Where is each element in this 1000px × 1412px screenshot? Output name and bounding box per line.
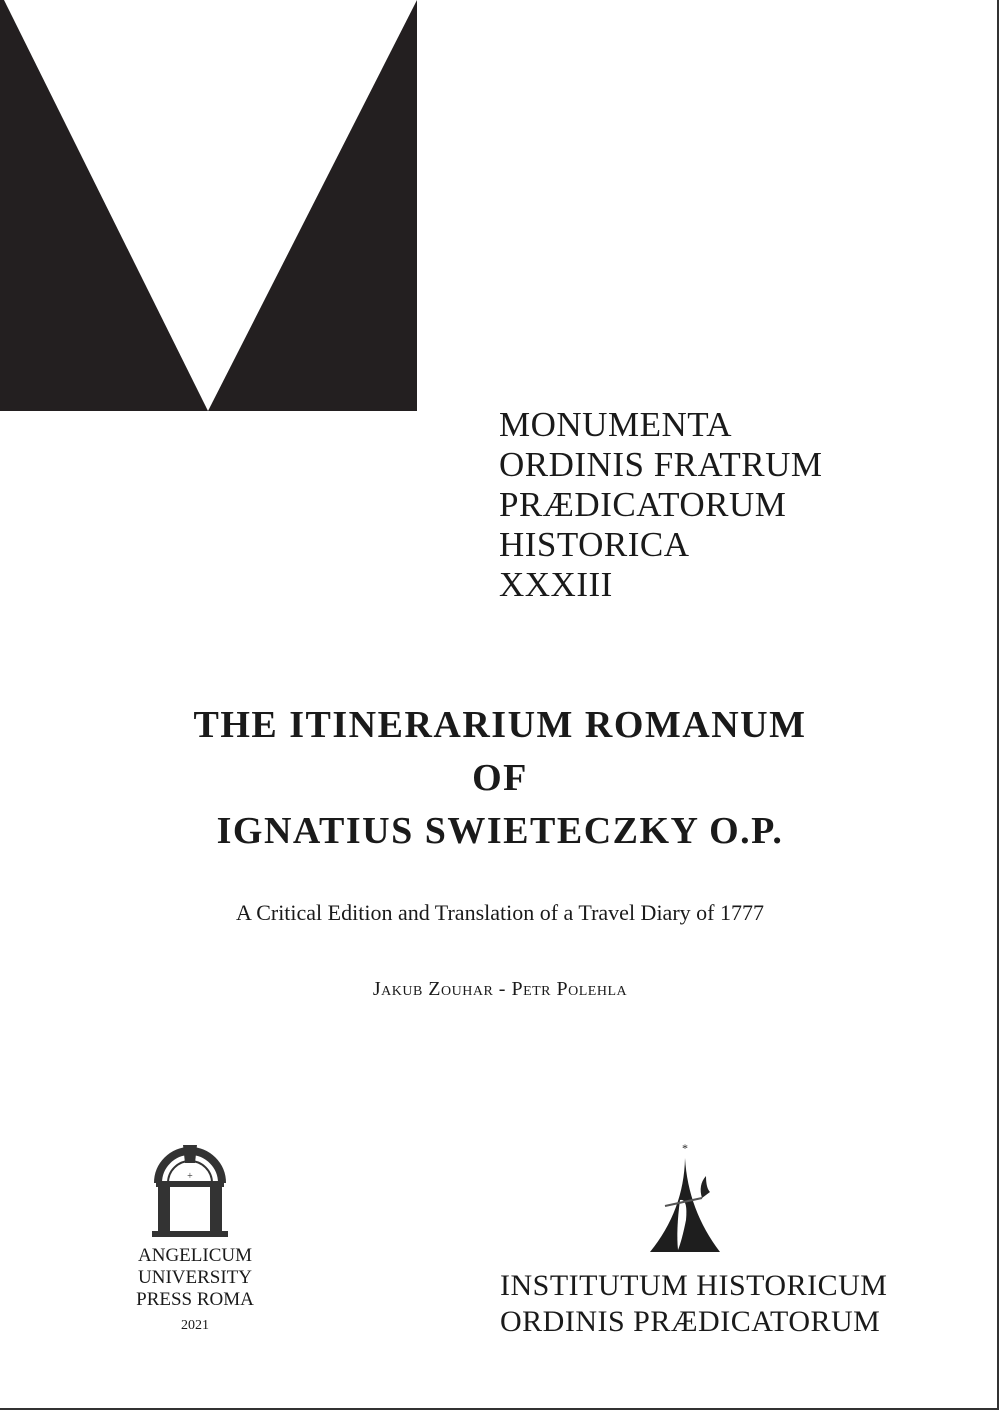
institute-line: ORDINIS PRÆDICATORUM — [500, 1305, 881, 1338]
institute-name — [500, 1268, 887, 1340]
book-title-line: IGNATIUS SWIETECZKY O.P. — [216, 810, 784, 852]
dominican-spire-logo-icon — [640, 1140, 730, 1260]
book-title-line: THE ITINERARIUM ROMANUM — [193, 704, 807, 746]
publisher-block — [130, 1245, 260, 1337]
book-title-line: OF — [472, 757, 528, 799]
institute-line: INSTITUTUM HISTORICUM — [500, 1269, 888, 1302]
svg-text:+: + — [187, 1171, 193, 1182]
series-line: ORDINIS FRATRUM — [499, 445, 823, 484]
authors: Jakub Zouhar - Petr Polehla — [372, 978, 628, 1000]
series-title — [499, 405, 823, 605]
publisher-line: UNIVERSITY — [138, 1267, 252, 1288]
subtitle: A Critical Edition and Translation of a Travel Diary of 1777 — [236, 900, 764, 925]
angelicum-arch-logo-icon — [150, 1145, 230, 1240]
publication-year: 2021 — [181, 1318, 209, 1333]
publisher-line: PRESS ROMA — [136, 1289, 254, 1310]
series-volume: XXXIII — [499, 565, 613, 604]
series-line: PRÆDICATORUM — [499, 485, 787, 524]
series-line: HISTORICA — [499, 525, 690, 564]
svg-text:*: * — [682, 1141, 688, 1155]
publisher-line: ANGELICUM — [138, 1245, 252, 1266]
v-graphic — [0, 0, 420, 413]
series-line: MONUMENTA — [499, 405, 733, 444]
